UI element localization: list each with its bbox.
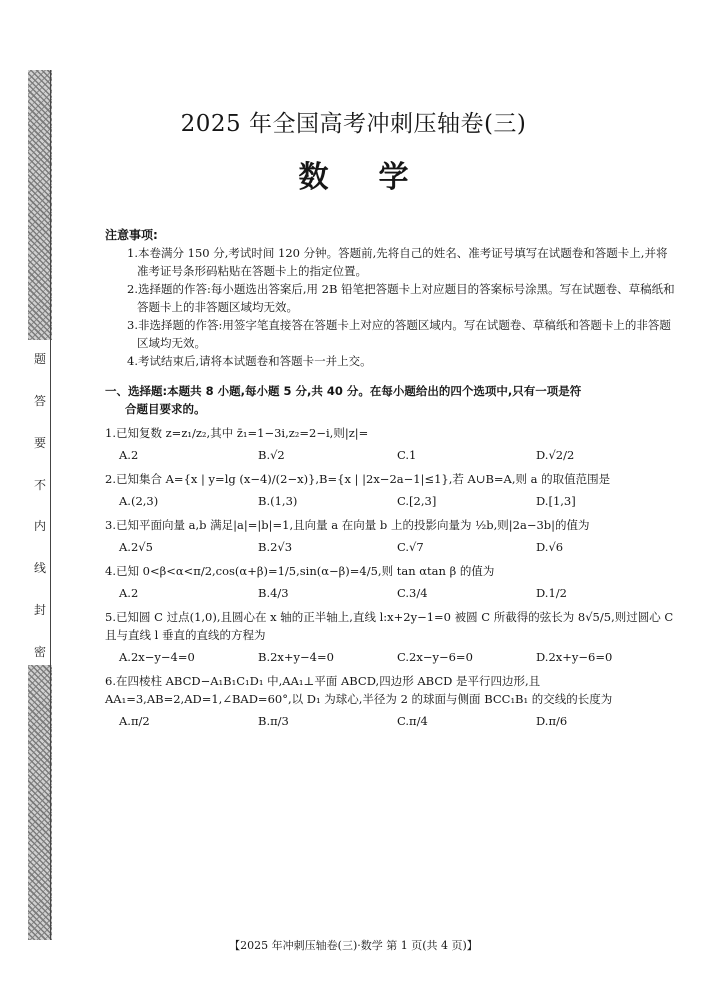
option: B.π/3 — [258, 714, 289, 728]
option: B.4/3 — [258, 586, 289, 600]
option: D.1/2 — [536, 586, 567, 600]
exam-content — [105, 226, 675, 730]
option: A.(2,3) — [119, 494, 159, 508]
option: B.2x+y−4=0 — [258, 650, 334, 664]
option: D.[1,3] — [536, 494, 576, 508]
seal-char: 内 — [33, 519, 46, 534]
seal-char: 题 — [33, 352, 46, 366]
seal-line — [50, 70, 51, 940]
question-1 — [105, 424, 675, 464]
option: B.2√3 — [258, 540, 293, 554]
question-2 — [105, 470, 675, 510]
question-6 — [105, 672, 675, 730]
notice-item: 1.本卷满分 150 分,考试时间 120 分钟。答题前,先将自己的姓名、准考证号填写在试题卷和答题卡上,并将准考证号条形码粘贴在答题卡上的指定位置。 — [127, 246, 668, 278]
page-footer: 【2025 年冲刺压轴卷(三)·数学 第 1 页(共 4 页)】 — [229, 939, 478, 952]
seal-char: 要 — [33, 435, 46, 450]
question-stem: 6.在四棱柱 ABCD−A₁B₁C₁D₁ 中,AA₁⊥平面 ABCD,四边形 ABCD 是平行四边形,且 AA₁=3,AB=2,AD=1,∠BAD=60°,以 D₁ 为球心,半径为 2 的球面与侧面 BCC₁B₁ 的交线的长度为 — [105, 674, 613, 706]
seal-line-text — [28, 350, 52, 660]
question-options — [105, 584, 675, 602]
question-4 — [105, 562, 675, 602]
option: A.2√5 — [119, 540, 153, 554]
seal-char: 密 — [33, 644, 46, 659]
question-options — [105, 648, 675, 666]
option: C.3/4 — [397, 586, 428, 600]
exam-title: 2025 年全国高考冲刺压轴卷(三) — [180, 111, 527, 137]
question-stem: 5.已知圆 C 过点(1,0),且圆心在 x 轴的正半轴上,直线 l:x+2y−1=0 被圆 C 所截得的弦长为 8√5/5,则过圆心 C 且与直线 l 垂直的直线的方程为 — [105, 610, 674, 642]
seal-char: 线 — [33, 561, 46, 576]
question-options — [105, 538, 675, 556]
option: D.√2/2 — [536, 448, 575, 462]
option: A.2x−y−4=0 — [119, 650, 195, 664]
option: A.2 — [119, 448, 139, 462]
option: A.2 — [119, 586, 139, 600]
option: B.√2 — [258, 448, 285, 462]
section-heading: 一、选择题:本题共 8 小题,每小题 5 分,共 40 分。在每小题给出的四个选项中,只有一项是符 — [105, 384, 582, 398]
option: C.2x−y−6=0 — [397, 650, 473, 664]
option: B.(1,3) — [258, 494, 298, 508]
option: A.π/2 — [119, 714, 150, 728]
seal-char: 封 — [33, 603, 46, 618]
section-heading-cont: 合题目要求的。 — [125, 402, 206, 416]
question-options — [105, 712, 675, 730]
question-stem: 1.已知复数 z=z₁/z₂,其中 z̄₁=1−3i,z₂=2−i,则|z|= — [105, 426, 369, 440]
option: C.[2,3] — [397, 494, 437, 508]
notice-item: 3.非选择题的作答:用签字笔直接答在答题卡上对应的答题区域内。写在试题卷、草稿纸和答题卡上的非答题区域均无效。 — [127, 318, 671, 350]
question-options — [105, 492, 675, 510]
question-3 — [105, 516, 675, 556]
question-stem: 3.已知平面向量 a,b 满足|a|=|b|=1,且向量 a 在向量 b 上的投影向量为 ½b,则|2a−3b|的值为 — [105, 518, 590, 532]
question-stem: 2.已知集合 A={x | y=lg (x−4)/(2−x)},B={x | |2x−2a−1|≤1},若 A∪B=A,则 a 的取值范围是 — [105, 472, 611, 486]
question-stem: 4.已知 0<β<α<π/2,cos(α+β)=1/5,sin(α−β)=4/5,则 tan αtan β 的值为 — [105, 564, 495, 578]
notice-item: 2.选择题的作答:每小题选出答案后,用 2B 铅笔把答题卡上对应题目的答案标号涂黑。写在试题卷、草稿纸和答题卡上的非答题区域均无效。 — [127, 282, 675, 314]
notice-heading: 注意事项: — [105, 228, 158, 242]
option: D.π/6 — [536, 714, 568, 728]
option: D.√6 — [536, 540, 564, 554]
seal-char: 答 — [33, 393, 46, 408]
option: D.2x+y−6=0 — [536, 650, 613, 664]
margin-pattern-bottom — [28, 665, 52, 940]
option: C.√7 — [397, 540, 424, 554]
question-options — [105, 446, 675, 464]
option: C.π/4 — [397, 714, 428, 728]
notice-item: 4.考试结束后,请将本试题卷和答题卡一并上交。 — [127, 354, 372, 368]
question-5 — [105, 608, 675, 666]
exam-subject: 数学 — [298, 160, 459, 195]
seal-char: 不 — [33, 477, 46, 492]
binding-margin — [28, 70, 52, 940]
option: C.1 — [397, 448, 417, 462]
